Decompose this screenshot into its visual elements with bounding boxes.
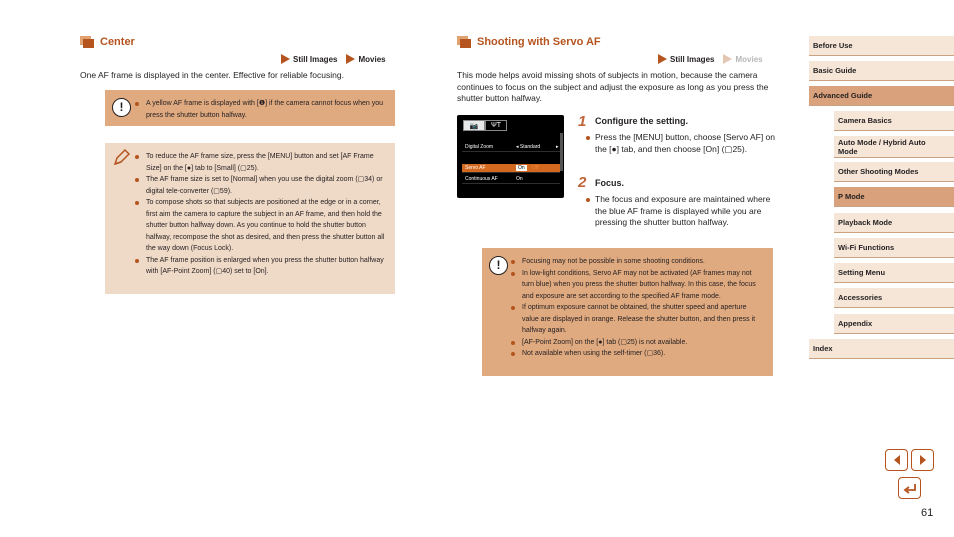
triangle-icon: [281, 54, 290, 64]
caution-icon: !: [489, 256, 508, 275]
caution-item: In low-light conditions, Servo AF may not be activated (AF frames may not turn blue) when you press the shutter button halfway. In this case, the focus and exposure are set according to the specified AF frame mode.: [511, 268, 765, 303]
nav-before-use[interactable]: Before Use: [809, 36, 954, 56]
note-box: [105, 143, 395, 294]
nav-auto-mode[interactable]: Auto Mode / Hybrid Auto Mode: [834, 136, 954, 158]
caution-box: [105, 90, 395, 126]
caution-item: Not available when using the self-timer (▢36).: [511, 348, 765, 360]
pencil-icon: [111, 148, 131, 168]
arrow-left-icon: [891, 454, 903, 466]
step-title: Focus.: [595, 178, 625, 188]
page-number: 61: [921, 507, 934, 519]
nav-basic-guide[interactable]: Basic Guide: [809, 61, 954, 81]
servo-intro: This mode helps avoid missing shots of subjects in motion, because the camera continues to focus on the subject and adjust the exposure as long as you press the shutter button halfway.: [457, 70, 769, 104]
section-title: Shooting with Servo AF: [477, 36, 601, 48]
menu-scrollbar: [560, 133, 563, 171]
arrow-right-icon: [917, 454, 929, 466]
section-title: Center: [100, 36, 135, 48]
nav-appendix[interactable]: Appendix: [834, 314, 954, 334]
triangle-icon: [658, 54, 667, 64]
camera-menu-screen: [457, 115, 564, 198]
next-page-button[interactable]: [911, 449, 934, 471]
caution-item: [AF-Point Zoom] on the [●] tab (▢25) is not available.: [511, 337, 765, 349]
nav-setting-menu[interactable]: Setting Menu: [834, 263, 954, 283]
nav-wifi-functions[interactable]: Wi-Fi Functions: [834, 238, 954, 258]
nav-accessories[interactable]: Accessories: [834, 288, 954, 308]
nav-playback-mode[interactable]: Playback Mode: [834, 213, 954, 233]
settings-tab-icon: ΨΤ: [485, 120, 507, 131]
nav-p-mode[interactable]: P Mode: [834, 187, 954, 207]
note-item: To reduce the AF frame size, press the [MENU] button and set [AF Frame Size] on the [●] tab to [Small] (▢25).: [135, 151, 385, 174]
nav-index[interactable]: Index: [809, 339, 954, 359]
mode-indicators: [658, 54, 763, 64]
caution-item: A yellow AF frame is displayed with [❶] if the camera cannot focus when you press the shutter button halfway.: [135, 98, 385, 121]
center-heading: [80, 36, 135, 48]
still-images-mode: Still Images: [658, 54, 714, 64]
center-intro: One AF frame is displayed in the center. Effective for reliable focusing.: [80, 70, 344, 80]
caution-item: If optimum exposure cannot be obtained, the shutter speed and aperture value are displayed in orange. Release the shutter button, and then press it halfway again.: [511, 302, 765, 337]
step-title: Configure the setting.: [595, 116, 688, 126]
mode-indicators: [281, 54, 386, 64]
step-item: The focus and exposure are maintained where the blue AF frame is displayed while you are pressing the shutter button halfway.: [585, 194, 775, 229]
section-square-icon: [457, 36, 471, 48]
nav-other-shooting-modes[interactable]: Other Shooting Modes: [834, 162, 954, 182]
caution-icon: !: [112, 98, 131, 117]
shooting-tab-icon: 📷: [463, 120, 485, 131]
return-icon: [903, 482, 917, 494]
movies-mode: Movies: [346, 54, 385, 64]
still-images-mode: Still Images: [281, 54, 337, 64]
step-number: 2: [578, 174, 587, 191]
step-number: 1: [578, 113, 587, 130]
servo-af-heading: [457, 36, 601, 48]
note-item: The AF frame size is set to [Normal] when you use the digital zoom (▢34) or digital tele-converter (▢59).: [135, 174, 385, 197]
menu-row: Continuous AF On: [462, 175, 560, 184]
nav-advanced-guide[interactable]: Advanced Guide: [809, 86, 954, 106]
note-item: To compose shots so that subjects are positioned at the edge or in a corner, first aim the camera to capture the subject in an AF frame, and then hold the shutter button halfway down. As you continue to hold the shutter button halfway, recompose the shot as desired, and then press the shutter button all the way down (Focus Lock).: [135, 197, 385, 255]
movies-mode-disabled: Movies: [723, 54, 762, 64]
menu-row: Digital Zoom ◂ Standard ▸: [462, 143, 560, 152]
menu-row-selected: Servo AF On Off: [462, 164, 560, 173]
previous-page-button[interactable]: [885, 449, 908, 471]
section-square-icon: [80, 36, 94, 48]
caution-item: Focusing may not be possible in some shooting conditions.: [511, 256, 765, 268]
triangle-icon: [723, 54, 732, 64]
note-item: The AF frame position is enlarged when you press the shutter button halfway with [AF-Point Zoom] (▢40) set to [On].: [135, 255, 385, 278]
triangle-icon: [346, 54, 355, 64]
step-item: Press the [MENU] button, choose [Servo AF] on the [●] tab, and then choose [On] (▢25).: [585, 132, 775, 155]
caution-box: [482, 248, 773, 376]
nav-camera-basics[interactable]: Camera Basics: [834, 111, 954, 131]
return-button[interactable]: [898, 477, 921, 499]
